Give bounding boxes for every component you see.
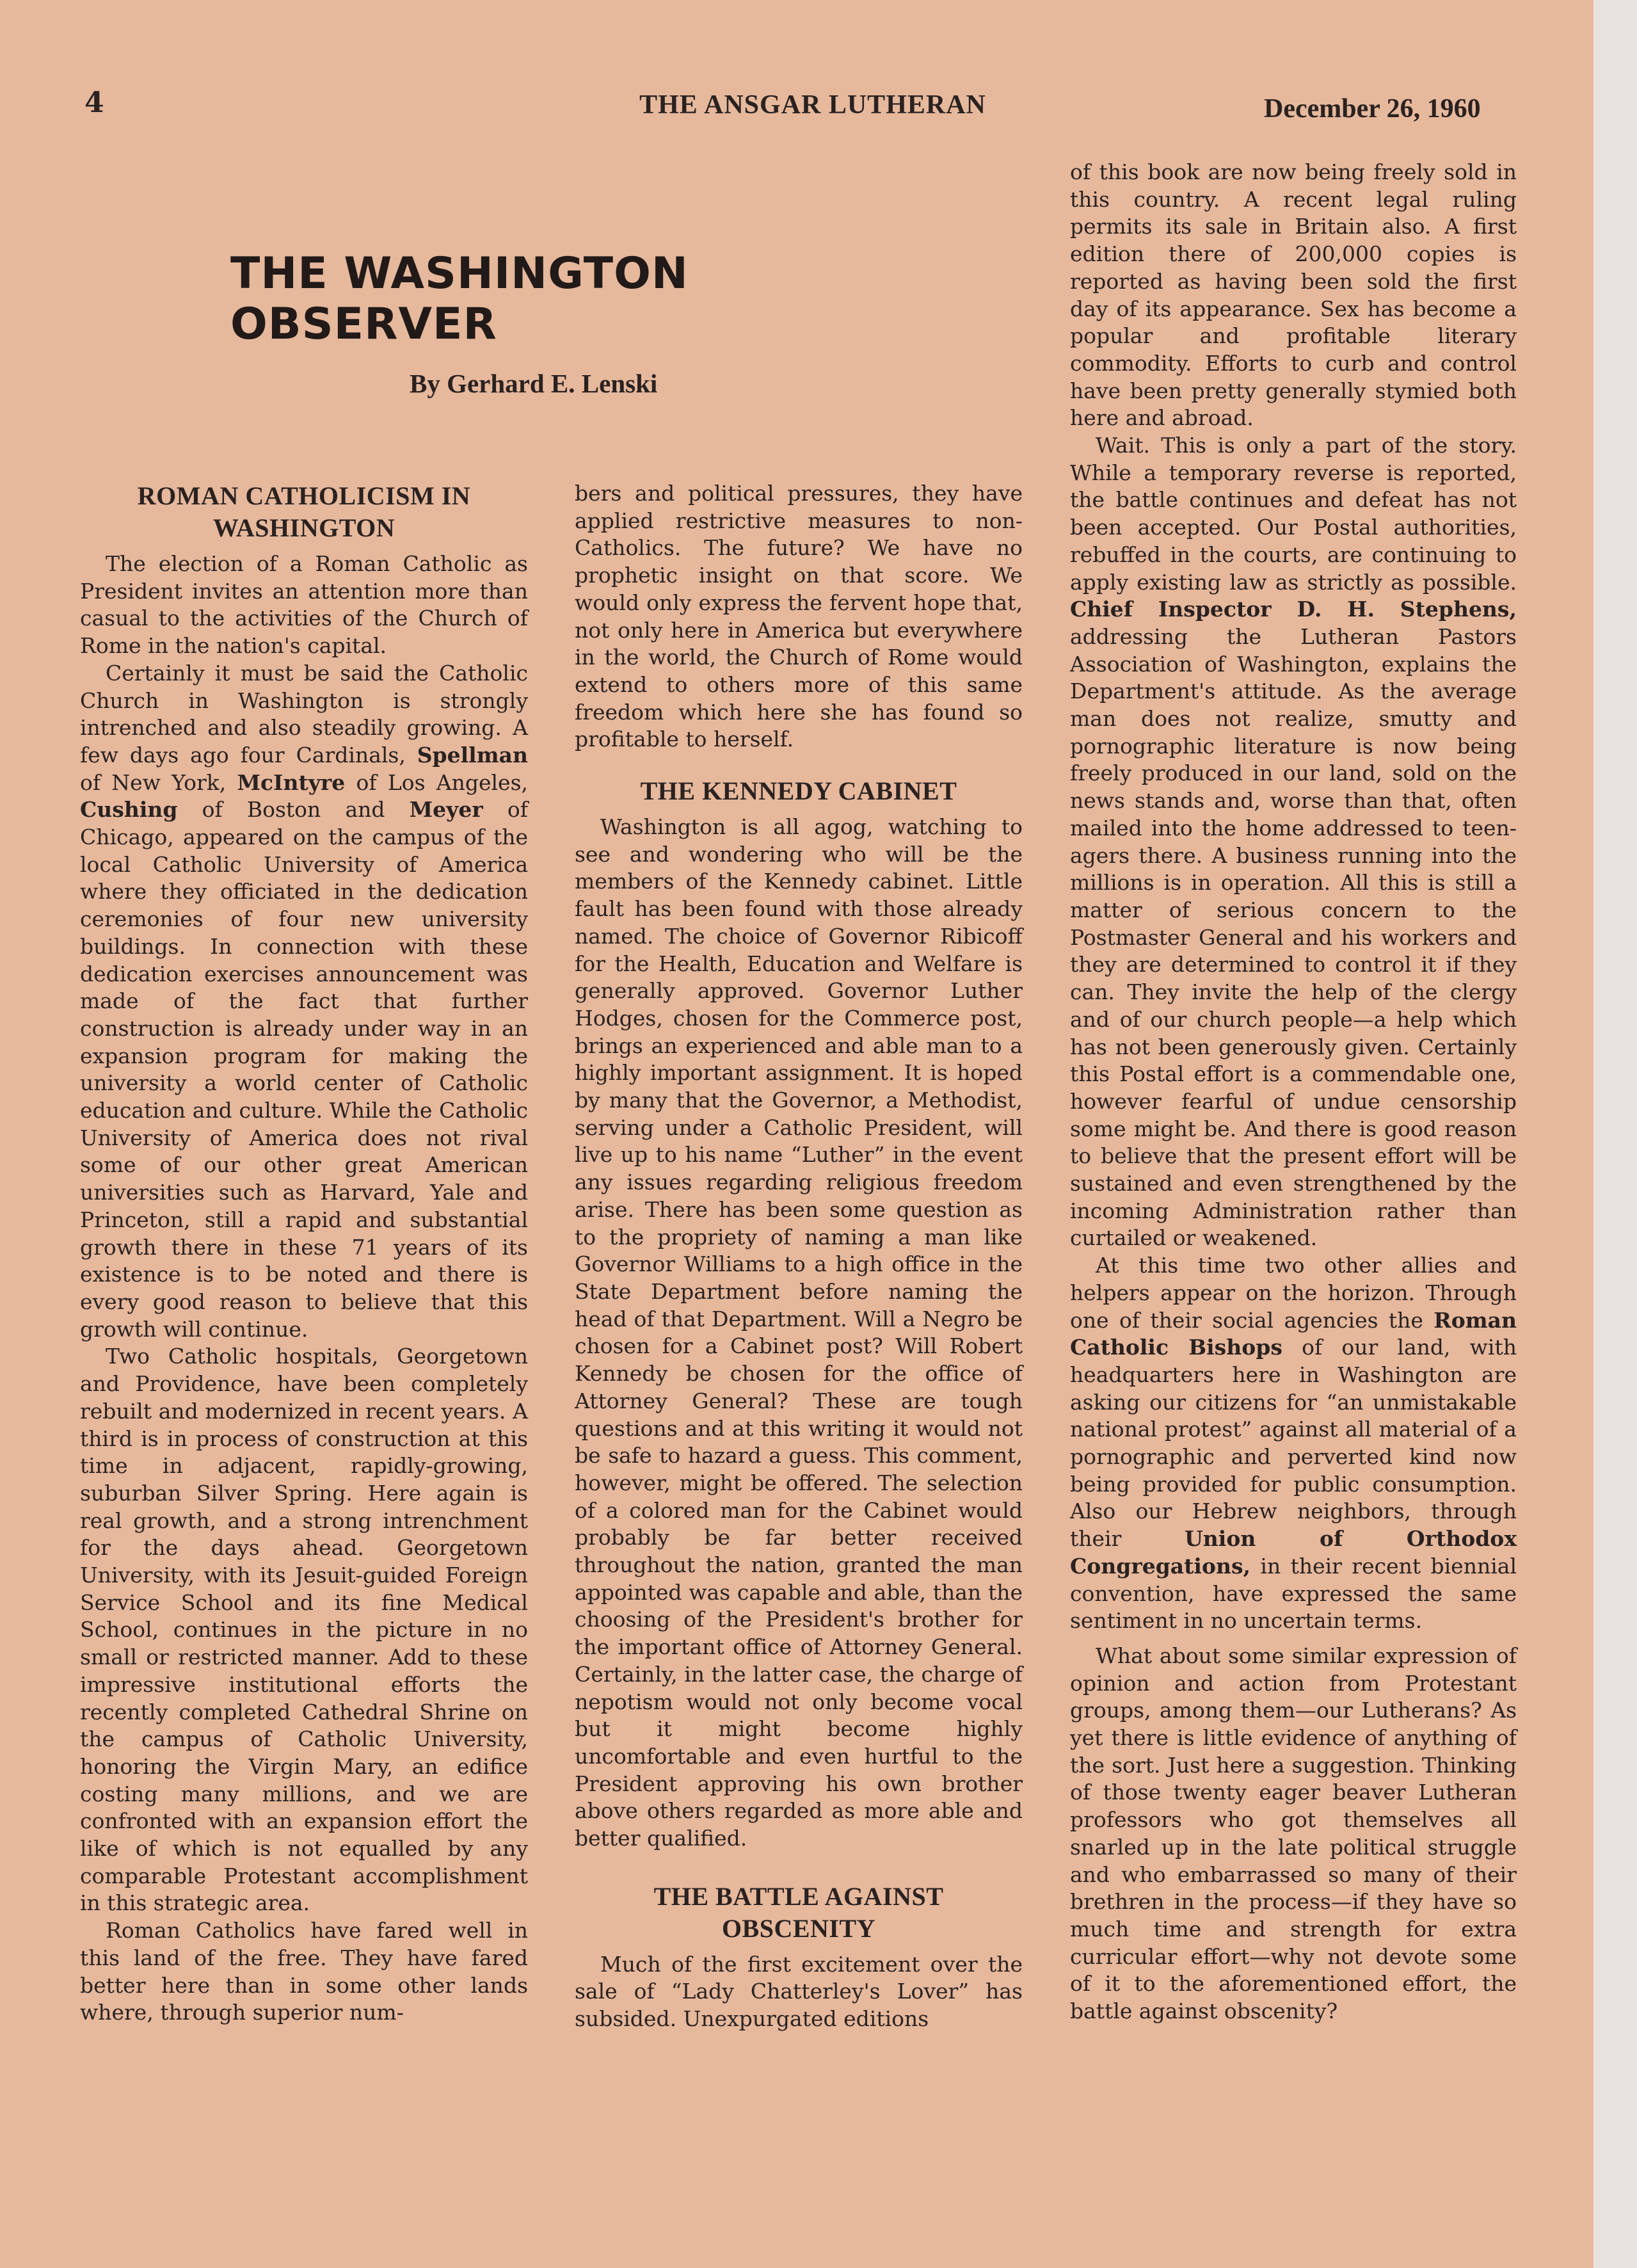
paragraph: Wait. This is only a part of the story. While a temporary reverse is reported, the battle continues and defeat has not been accepted. Our Postal authorities, rebuffed in the courts, are continuing to apply existing law as strictly as possible. Chief Inspector D. H. Stephens, addressing the Lutheran Pastors Association of Washington, explains the Department's attitude. As the average man does not realize, smutty and pornographic literature is now being freely produced in our land, sold on the news stands and, worse than that, often mailed into the home addressed to teen-agers there. A business running into the millions is in operation. All this is still a matter of serious concern to the Postmaster General and his workers and they are determined to control it if they can. They invite the help of the clergy and of our church people—a help which has not been generously given. Certainly this Postal effort is a commendable one, however fearful of undue censorship some might be. And there is good reason to believe that the present effort will be sustained and even strengthened by the incoming Administration rather than curtailed or weakened.: [1070, 433, 1517, 1251]
page-number: 4: [84, 86, 104, 119]
column-3: [1070, 159, 1517, 2025]
obscenity-text-start: Much of the first excitement over the sale of “Lady Chatterley's Lover” has subsided. Unexpurgated editions: [575, 1951, 1023, 2032]
page-edge: [1593, 0, 1637, 2268]
section-heading-obscenity: THE BATTLE AGAINST OBSCENITY: [653, 1881, 944, 1943]
name-cushing: Cushing: [80, 797, 178, 823]
name-mcintyre: McIntyre: [237, 769, 346, 795]
name-meyer: Meyer: [409, 797, 483, 823]
paragraph: Washington is all agog, watching to see and wondering who will be the members of the Kennedy cabinet. Little fault has been found with those already named. The choice of Governor Ribicoff for the Health, Education and Welfare is generally approved. Governor Luther Hodges, chosen for the Commerce post, brings an experienced and able man to a highly important assignment. It is hoped by many that the Governor, a Methodist, serving under a Catholic President, will live up to his name “Luther” in the event any issues regarding religious freedom arise. There has been some question as to the propriety of naming a man like Governor Williams to a high office in the State Department before naming the head of that Department. Will a Negro be chosen for a Cabinet post? Will Robert Kennedy be chosen for the office of Attorney General? These are tough questions and at this writing it would not be safe to hazard a guess. This comment, however, might be offered. The selection of a colored man for the Cabinet would probably be far better received throughout the nation, granted the man appointed was capable and able, than the choosing of the President's brother for the important office of Attorney General. Certainly, in the latter case, the charge of nepotism would not only become vocal but it might become highly uncomfortable and even hurtful to the President approving his own brother above others regarded as more able and better qualified.: [575, 814, 1023, 1851]
paragraph: The election of a Roman Catholic as President invites an attention more than casual to the activities of the Church of Rome in the nation's capital.: [80, 551, 528, 659]
paragraph: [575, 1951, 1023, 2033]
name-bishops: Roman Catholic Bishops: [1070, 1307, 1517, 1360]
section-heading-cabinet: THE KENNEDY CABINET: [640, 776, 957, 806]
name-stephens: Chief Inspector D. H. Stephens,: [1070, 597, 1517, 622]
paragraph: Roman Catholics have fared well in this land of the free. They have fared better here than in some other lands where, through superior num-: [80, 1918, 528, 2025]
paragraph: Two Catholic hospitals, Georgetown and Providence, have been completely rebuilt and modernized in recent years. A third is in process of construction at this time in adjacent, rapidly-growing, suburban Silver Spring. Here again is real growth, and a strong intrenchment for the days ahead. Georgetown University, with its Jesuit-guided Foreign Service School and its fine Medical School, continues in the picture in no small or restricted manner. Add to these impressive institutional efforts the recently completed Cathedral Shrine on the campus of Catholic University, honoring the Virgin Mary, an edifice costing many millions, and we are confronted with an expansion effort the like of which is not equalled by any comparable Protestant accomplishment in this strategic area.: [80, 1344, 528, 1916]
section-heading-catholicism: ROMAN CATHOLICISM IN WASHINGTON: [137, 481, 471, 542]
publication-name: THE ANSGAR LUTHERAN: [639, 90, 986, 120]
name-union: Union of Orthodox Congregations,: [1070, 1526, 1517, 1579]
name-spellman: Spellman: [417, 742, 528, 768]
continued-text: of this book are now being freely sold in this country. A recent legal ruling permits its sale in Britain also. A first edition there of 200,000 copies is reported as having been sold the first day of its appearance. Sex has become a popular and profitable literary commodity. Efforts to curb and control have been pretty generally stymied both here and abroad.: [1070, 159, 1517, 431]
column-1: [80, 480, 528, 2025]
paragraph: At this time two other allies and helpers appear on the horizon. Through one of their social agencies the Roman Catholic Bishops of our land, with headquarters here in Washington are asking our citizens for “an unmistakable national protest” against all material of a pornographic and perverted kind now being provided for public consumption. Also our Hebrew neighbors, through their Union of Orthodox Congregations, in their recent biennial convention, have expressed the same sentiment in no uncertain terms.: [1070, 1253, 1517, 1634]
paragraph: What about some similar expression of opinion and action from Protestant groups, among them—our Lutherans? As yet there is little evidence of anything of the sort. Just here a suggestion. Thinking of those twenty eager beaver Lutheran professors who got themselves all snarled up in the late political struggle and who embarrassed so many of their brethren in the process—if they have so much time and strength for extra curricular effort—why not devote some of it to the aforementioned effort, the battle against obscenity?: [1070, 1643, 1517, 2024]
byline: By Gerhard E. Lenski: [410, 369, 658, 398]
issue-date: December 26, 1960: [1264, 94, 1481, 124]
continued-text: bers and political pressures, they have applied restrictive measures to non-Catholics. The future? We have no prophetic insight on that score. We would only express the fervent hope that, not only here in America but everywhere in the world, the Church of Rome would extend to others more of this same freedom which here she has found so profitable to herself.: [575, 481, 1023, 752]
paragraph: Certainly it must be said the Catholic Church in Washington is strongly intrenched and also steadily growing. A few days ago four Cardinals, Spellman of New York, McIntyre of Los Angeles, Cushing of Boston and Meyer of Chicago, appeared on the campus of the local Catholic University of America where they officiated in the dedication ceremonies of four new university buildings. In connection with these dedication exercises announcement was made of the fact that further construction is already under way in an expansion program for making the university a world center of Catholic education and culture. While the Catholic University of America does not rival some of our other great American universities such as Harvard, Yale and Princeton, still a rapid and substantial growth there in these 71 years of its existence is to be noted and there is every good reason to believe that this growth will continue.: [80, 660, 528, 1342]
paragraph-continued: [1070, 159, 1517, 432]
paragraph-continued: [575, 480, 1023, 753]
column-2: [575, 480, 1023, 2033]
article-title: THE WASHINGTON OBSERVER: [230, 248, 689, 350]
